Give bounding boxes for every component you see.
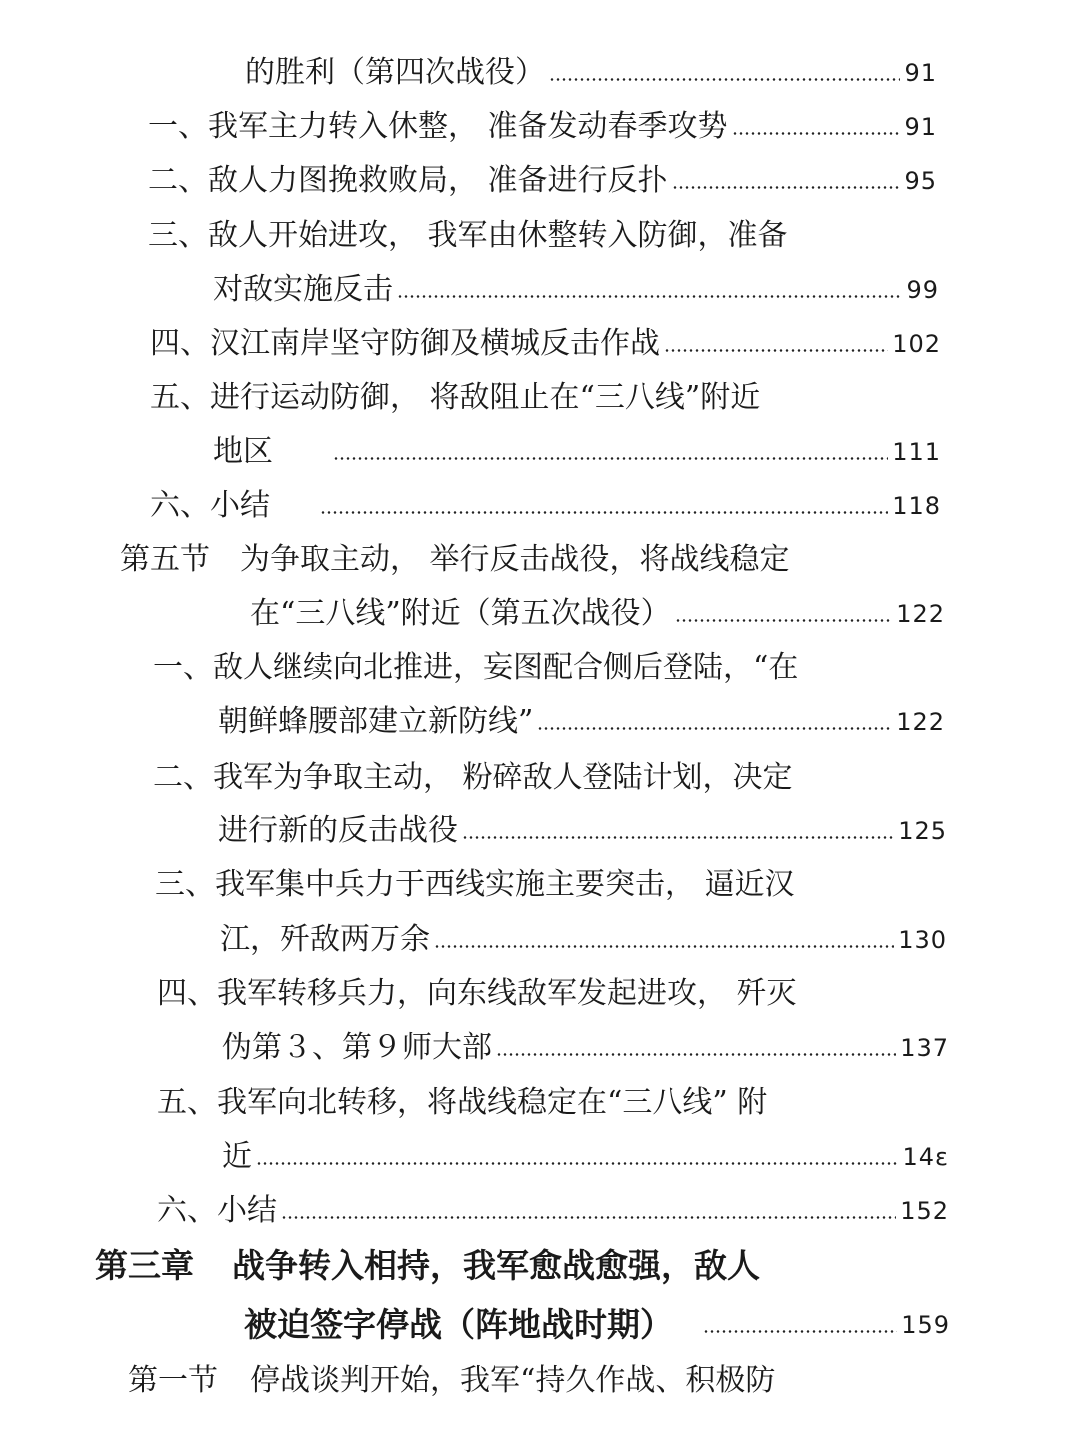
dot-leader	[664, 349, 888, 352]
toc-line	[150, 486, 941, 526]
toc-entry-number: 六、	[150, 488, 210, 523]
dot-leader	[434, 945, 894, 948]
toc-line	[213, 432, 941, 472]
toc-entry-title: 我军为争取主动， 粉碎敌人登陆计划，决定	[213, 760, 793, 795]
toc-entry-title: 进行运动防御， 将敌阻止在“三八线”附近	[210, 380, 761, 415]
toc-entry-number: 五、	[150, 380, 210, 415]
toc-entry-number: 五、	[157, 1085, 217, 1120]
dot-leader	[537, 727, 892, 730]
toc-line	[157, 1083, 949, 1123]
toc-line	[150, 378, 941, 418]
dot-leader	[281, 1216, 896, 1219]
toc-chapter-number: 第三章	[95, 1246, 194, 1285]
toc-page-number: 152	[900, 1197, 949, 1225]
dot-leader	[496, 1053, 896, 1056]
toc-entry-number: 二、	[153, 760, 213, 795]
toc-line	[148, 107, 937, 147]
toc-page-number: 102	[892, 330, 941, 358]
dot-leader	[462, 836, 894, 839]
toc-entry-number: 四、	[150, 326, 210, 361]
toc-page-number: 130	[898, 926, 947, 954]
toc-entry-title: 我军向北转移，将战线稳定在“三八线” 附	[217, 1085, 768, 1120]
toc-chapter-title-continued: 被迫签字停战（阵地战时期）	[244, 1305, 673, 1344]
toc-entry-title: 我军主力转入休整， 准备发动春季攻势	[208, 109, 728, 144]
dot-leader	[675, 619, 893, 622]
toc-section-title-continued: 在“三八线”附近（第五次战役）	[250, 596, 671, 631]
toc-entry-number: 三、	[155, 867, 215, 902]
toc-line	[95, 1246, 945, 1286]
toc-line	[148, 161, 937, 201]
toc-page-number: 125	[898, 817, 947, 845]
toc-entry-title-continued: 地区	[213, 434, 273, 469]
toc-section-number: 第五节	[120, 542, 210, 577]
dot-leader	[549, 78, 900, 81]
toc-page-number: 118	[892, 492, 941, 520]
toc-page-number: 137	[900, 1034, 949, 1062]
dot-leader	[397, 295, 902, 298]
dot-leader	[703, 1330, 897, 1333]
toc-line	[155, 865, 947, 905]
toc-line	[128, 1361, 948, 1401]
toc-line	[218, 811, 947, 851]
toc-entry-title-continued: 伪第３、第９师大部	[222, 1030, 492, 1065]
toc-line	[153, 758, 945, 798]
toc-section-title: 停战谈判开始，我军“持久作战、积极防	[250, 1363, 776, 1398]
toc-page-number: 99	[906, 276, 939, 304]
toc-line	[213, 270, 939, 310]
toc-page-number: 95	[904, 167, 937, 195]
dot-leader	[333, 457, 888, 460]
toc-line	[153, 648, 945, 688]
toc-entry-title: 的胜利（第四次战役）	[245, 55, 545, 90]
toc-entry-title: 我军转移兵力，向东线敌军发起进攻， 歼灭	[217, 976, 797, 1011]
dot-leader	[320, 511, 888, 514]
toc-line	[220, 920, 947, 960]
toc-entry-title-continued: 江，歼敌两万余	[220, 922, 430, 957]
toc-line	[222, 1137, 949, 1177]
toc-page-number: 91	[904, 113, 937, 141]
toc-section-title: 为争取主动， 举行反击战役，将战线稳定	[240, 542, 790, 577]
toc-page-number: 122	[896, 708, 945, 736]
toc-chapter-title: 战争转入相持，我军愈战愈强，敌人	[232, 1246, 760, 1285]
toc-page-number: 111	[892, 438, 941, 466]
toc-page-number: 122	[896, 600, 945, 628]
toc-page-number: 91	[904, 59, 937, 87]
toc-entry-title: 汉江南岸坚守防御及横城反击作战	[210, 326, 660, 361]
toc-line	[218, 702, 945, 742]
toc-entry-title-continued: 朝鲜蜂腰部建立新防线”	[218, 704, 534, 739]
toc-section-number: 第一节	[128, 1363, 218, 1398]
toc-entry-title-continued: 进行新的反击战役	[218, 813, 458, 848]
toc-line	[120, 540, 940, 580]
toc-line	[157, 974, 949, 1014]
toc-entry-number: 四、	[157, 976, 217, 1011]
toc-line	[157, 1191, 949, 1231]
toc-page-number: 14ε	[902, 1143, 949, 1171]
toc-line	[148, 216, 937, 256]
toc-line	[244, 1305, 950, 1345]
toc-entry-title-continued: 对敌实施反击	[213, 272, 393, 307]
toc-entry-title: 敌人力图挽救败局， 准备进行反扑	[208, 163, 668, 198]
dot-leader	[732, 132, 901, 135]
toc-entry-title-continued: 近	[222, 1139, 252, 1174]
toc-entry-number: 六、	[157, 1193, 217, 1228]
toc-line	[245, 53, 937, 93]
toc-entry-title: 小结	[217, 1193, 277, 1228]
toc-line	[222, 1028, 949, 1068]
toc-entry-title: 敌人开始进攻， 我军由休整转入防御，准备	[208, 218, 788, 253]
toc-entry-number: 三、	[148, 218, 208, 253]
toc-entry-number: 二、	[148, 163, 208, 198]
toc-line	[150, 324, 941, 364]
toc-entry-title: 我军集中兵力于西线实施主要突击， 逼近汉	[215, 867, 795, 902]
toc-line	[250, 594, 945, 634]
toc-page-number: 159	[901, 1311, 950, 1339]
toc-entry-title: 小结	[210, 488, 270, 523]
toc-entry-number: 一、	[148, 109, 208, 144]
toc-entry-number: 一、	[153, 650, 213, 685]
toc-entry-title: 敌人继续向北推进，妄图配合侧后登陆，“在	[213, 650, 799, 685]
dot-leader	[672, 186, 901, 189]
dot-leader	[256, 1162, 898, 1165]
